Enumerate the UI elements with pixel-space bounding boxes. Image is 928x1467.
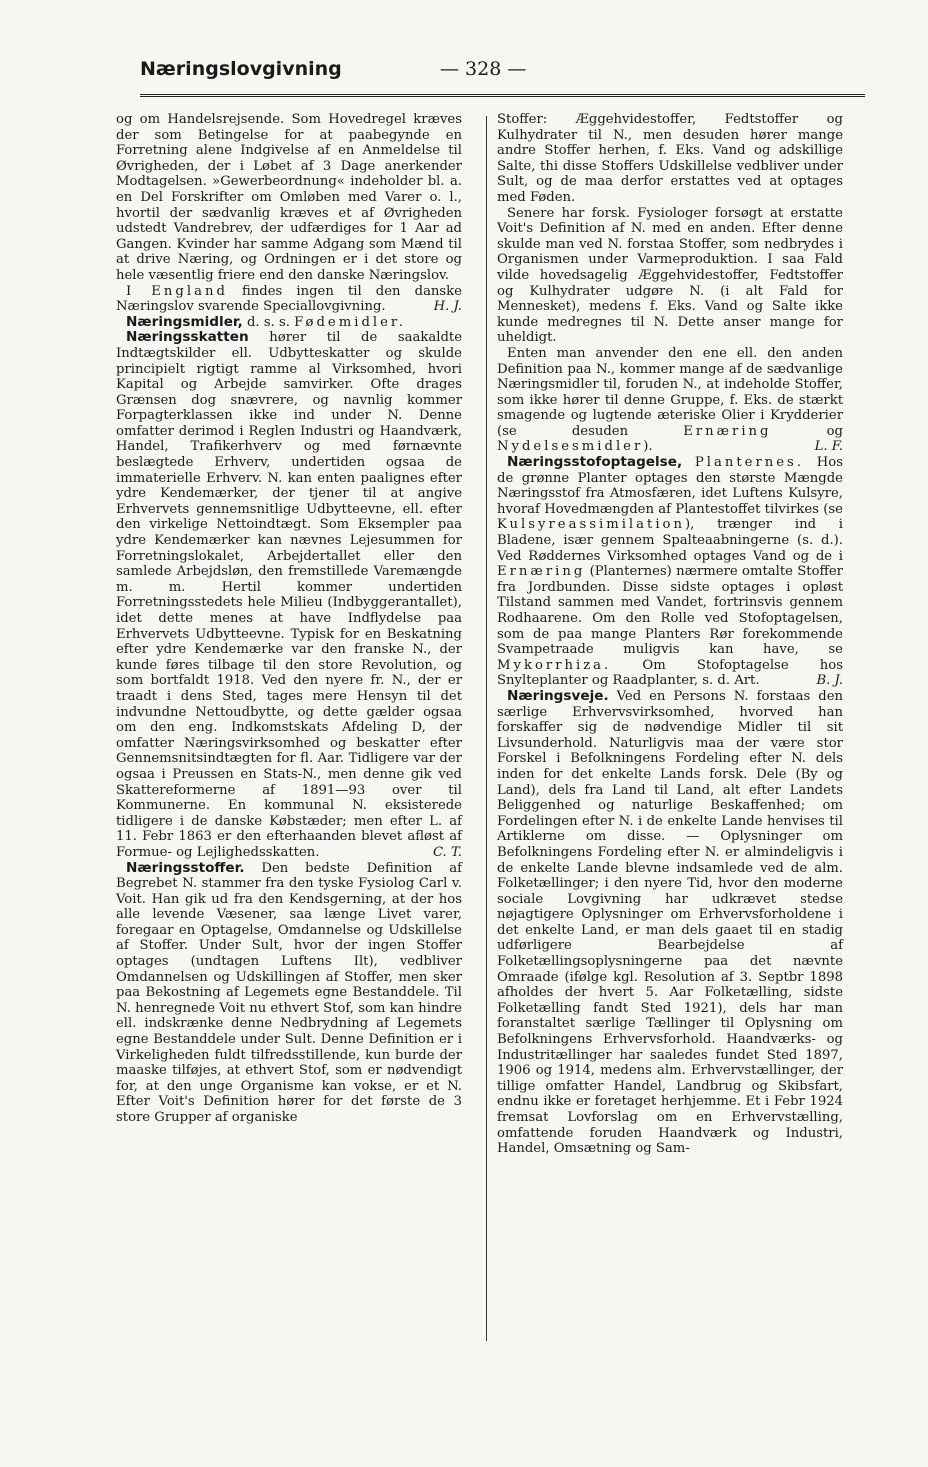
entry-text: Om Stofoptagelse hos Snylteplanter og Raadplanter, s. d. Art.: [497, 657, 843, 689]
spaced-term: I England: [126, 283, 228, 299]
entry-headword: Næringsskatten: [126, 329, 249, 346]
cross-reference: Ernæring: [497, 564, 586, 580]
column-divider: [486, 116, 487, 1341]
cross-reference: Kulsyreassimilation: [497, 517, 685, 533]
entry-headword: Næringsstofoptagelse,: [507, 454, 683, 471]
paragraph-stoffer: Stoffer: Æggehvidestoffer, Fedtstoffer og Kulhydrater til N., men desuden hører mange andre Stoffer herhen, f. Eks. Vand og adskillige Salte, thi disse Stoffers Udskillelse vedbliver under Sult, og de maa derfor erstattes ved at optages med Føden.: [497, 112, 843, 205]
author-signature: L. F.: [814, 439, 843, 455]
entry-naeringsstoffer: [116, 861, 462, 1126]
paragraph-text: findes ingen til den danske Næringslov svarende Speciallovgivning.: [116, 283, 462, 315]
entry-text: Ved en Persons N. forstaas den særlige Erhvervsvirksomhed, hvorved han forskaffer sig de nødvendige Midler til sit Livsunderhold. Naturligvis maa der være stor Forskel i Befolkningens Fordeling efter N. dels inden for det enkelte Lands forsk. Dele (By og Land), dels fra Land til Land, alt efter Landets Beliggenhed og naturlige Beskaffenhed; om Fordelingen efter N. i de enkelte Lande henvises til Artiklerne om disse. — Oplysninger om Befolkningens Fordeling efter N. er almindeligvis i de enkelte Lande blevne indsamlede ved de alm. Folketællinger; i den nyere Tid, hvor den moderne sociale Lovgivning har udkrævet stedse nøjagtigere Oplysninger om Erhvervsforholdene i det enkelte Land, er man dels gaaet til en stadig udførligere Bearbejdelse af Folketællingsoplysningerne paa det nævnte Omraade (ifølge kgl. Resolution af 3. Septbr 1898 afholdes der hvert 5. Aar Folketælling, sidste Folketælling fandt Sted 1921), dels har man foranstaltet særlige Tællinger til Oplysning om Befolkningens Erhvervsforhold. Haandværks- og Industritællinger har saaledes fundet Sted 1897, 1906 og 1914, medens alm. Erhvervstællinger, der tillige omfatter Handel, Landbrug og Skibsfart, endnu ikke er foretaget herhjemme. Et i Febr 1924 fremsat Lovforslag om en Erhvervstælling, omfattende foruden Haandværk og Industri, Handel, Omsætning og Sam-: [497, 688, 843, 1157]
cross-reference: Fødemidler.: [294, 314, 406, 330]
paragraph-text: ).: [643, 439, 653, 455]
entry-text: ), trænger ind i Bladene, især gennem Spalteaabningerne (s. d.). Ved Røddernes Virksomhed optages Vand og de i: [497, 517, 843, 564]
paragraph-england: [116, 284, 462, 315]
entry-headword: Næringsstoffer.: [126, 859, 245, 876]
entry-headword: Næringsveje.: [507, 687, 609, 704]
entry-text: Hos de grønne Planter optages den største Mængde Næringsstof fra Atmosfæren, idet Luftens Kulsyre, hvoraf Hovedmængden af Plantestoffet tilvirkes (se: [497, 455, 843, 517]
right-column: [497, 112, 843, 1157]
paragraph-text: og: [771, 423, 843, 439]
entry-text: d. s. s.: [242, 314, 295, 330]
entry-text: hører til de saakaldte Indtægtskilder ell. Udbytteskatter og skulde principielt rigtigt ramme al Virksomhed, hvori Kapital og Arbejde samvirker. Ofte drages Grænsen dog snævrere, og navnlig kommer Forpagterklassen ikke ind under N. Denne omfatter derimod i Reglen Industri og Haandværk, Handel, Trafikerhverv og med førnævnte beslægtede Erhverv, undertiden ogsaa de immaterielle Erhverv. N. kan enten paalignes efter ydre Kendemærker, der tjener til at angive Erhvervets gennemsnitlige Udbytteevne, ell. efter den virkelige Nettoindtægt. Som Eksempler paa ydre Kendemærker kan nævnes Lejesummen for Forretningslokalet, Arbejdertallet eller den samlede Arbejdsløn, den fremstillede Varemængde m. m. Hertil kommer undertiden Forretningsstedets hele Milieu (Indbyggerantallet), idet dette menes at have Indflydelse paa Erhvervets Udbytteevne. Typisk for en Beskatning efter ydre Kendemærke var den franske N., der kunde føres tilbage til den store Revolution, og som bortfaldt 1918. Ved den nyere fr. N., der er traadt i dens Sted, tages mere Hensyn til det indvundne Nettoudbytte, og dette gælder ogsaa om den eng. Indkomstskats Afdeling D, der omfatter Næringsvirksomhed og beskatter efter Gennemsnitsindtægten for fl. Aar. Tidligere var der ogsaa i Preussen en Stats-N., men denne gik ved Skattereformerne af 1891—93 over til Kommunerne. En kommunal N. eksisterede tidligere i de danske Købstæder; men efter L. af 11. Febr 1863 er den efterhaanden blevet afløst af Formue- og Lejlighedsskatten.: [116, 330, 462, 860]
cross-reference: Ernæring: [683, 423, 772, 439]
cross-reference: Nydelsesmidler: [497, 439, 644, 455]
left-column: [116, 112, 462, 1126]
author-signature: C. T.: [432, 844, 462, 860]
page-number: — 328 —: [440, 58, 527, 80]
entry-naeringsmidler: [116, 315, 462, 331]
cross-reference: Planternes.: [694, 455, 805, 471]
entry-headword: Næringsmidler,: [126, 313, 243, 330]
paragraph-handelsrejsende: og om Handelsrejsende. Som Hovedregel kræves der som Betingelse for at paabegynde en Forretning alene Indgivelse af en Anmeldelse til Øvrigheden, der i Løbet af 3 Dage anerkender Modtagelsen. »Gewerbeordnung« indeholder bl. a. en Del Forskrifter om Omløben med Varer o. l., hvortil der sædvanlig kræves et af Øvrigheden udstedt Vandrebrev, der udfærdiges for 1 Aar ad Gangen. Kvinder har samme Adgang som Mænd til at drive Næring, og Ordningen er i det store og hele væsentlig friere end den danske Næringslov.: [116, 112, 462, 283]
entry-text: Den bedste Definition af Begrebet N. stammer fra den tyske Fysiolog Carl v. Voit. Han gik ud fra den Kendsgerning, at der hos alle levende Væsener, saa længe Livet varer, foregaar en Optagelse, Omdannelse og Udskillelse af Stoffer. Under Sult, hvor der ingen Stoffer optages (undtagen Luftens Ilt), vedbliver Omdannelsen og Udskillingen af Stoffer, men sker paa Bekostning af Legemets egne Bestanddele. Til N. henregnede Voit nu ethvert Stof, som kan hindre ell. indskrænke denne Nedbrydning af Legemets egne Bestanddele under Sult. Denne Definition er i Virkeligheden fuldt tilfredsstillende, kun burde der maaske tilføjes, at ethvert Stof, som er nødvendigt for, at den unge Organisme kan vokse, er et N. Efter Voit's Definition hører for det første de 3 store Grupper af organiske: [116, 860, 462, 1125]
author-signature: H. J.: [433, 299, 462, 315]
entry-naeringsskatten: [116, 330, 462, 860]
author-signature: B. J.: [816, 673, 843, 689]
paragraph-definition: [497, 346, 843, 455]
paragraph-fysiologer: Senere har forsk. Fysiologer forsøgt at erstatte Voit's Definition af N. med en anden. Efter denne skulde man ved N. forstaa Stoffer, som nedbrydes i Organismen under Varmeproduktion. I saa Fald vilde hovedsagelig Æggehvidestoffer, Fedtstoffer og Kulhydrater udgøre N. (i alt Fald for Mennesket), medens f. Eks. Vand og Salte ikke kunde medregnes til N. Dette anser mange for uheldigt.: [497, 205, 843, 346]
cross-reference: Mykorrhiza.: [497, 657, 612, 673]
header-rule: [140, 94, 865, 99]
running-title: Næringslovgivning: [140, 58, 342, 80]
entry-naeringsstofoptagelse: [497, 455, 843, 689]
running-header: [140, 58, 865, 92]
entry-naeringsveje: [497, 689, 843, 1157]
paragraph-text: Enten man anvender den ene ell. den anden Definition paa N., kommer mange af de sædvanlige Næringsmidler til, foruden N., at indeholde Stoffer, som ikke hører til denne Gruppe, f. Eks. de stærkt smagende og lugtende æteriske Olier i Krydderier (se desuden: [497, 345, 843, 439]
entry-text: (Planternes) nærmere omtalte Stoffer fra Jordbunden. Disse sidste optages i opløst Tilstand sammen med Vandet, fortrinsvis gennem Rodhaarene. Om den Rolle ved Stofoptagelsen, som de paa mange Planters Rør forekommende Svampetraade muligvis kan have, se: [497, 564, 843, 658]
